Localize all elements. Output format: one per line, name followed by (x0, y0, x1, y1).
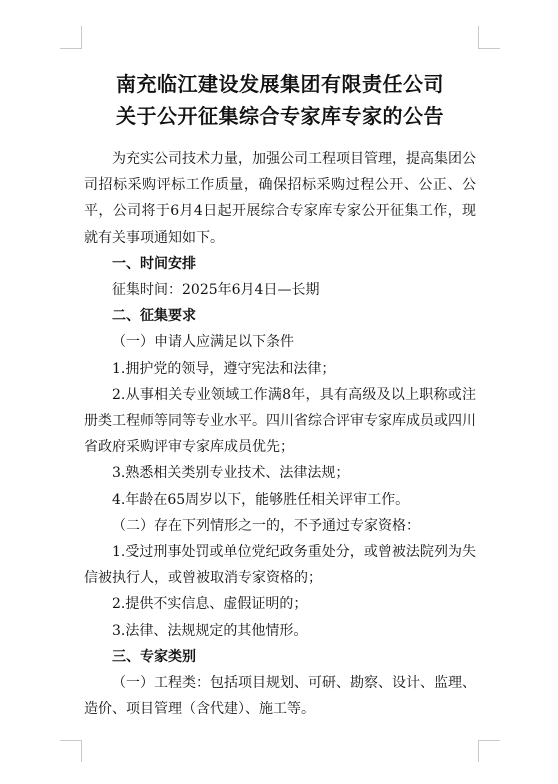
section-2-heading: 二、征集要求 (112, 308, 196, 325)
section-2-item-4: 4.年龄在65周岁以下，能够胜任相关评审工作。 (112, 491, 410, 508)
crop-mark (60, 48, 82, 49)
intro-paragraph: 为充实公司技术力量，加强公司工程项目管理，提高集团公司招标采购评标工作质量，确保招标采购过程公开、公正、公平，公司将于6月4日起开展综合专家库专家公开征集工作，现就有关事项通知如下。 (84, 151, 476, 246)
crop-mark (478, 48, 500, 49)
title-line-2: 关于公开征集综合专家库专家的公告 (116, 104, 444, 128)
document-title (84, 68, 476, 132)
section-2-b-item-1: 1.受过刑事处罚或单位党纪政务重处分，或曾被法院列为失信被执行人，或曾被取消专家资格的； (84, 544, 476, 587)
title-line-1: 南充临江建设发展集团有限责任公司 (116, 72, 444, 96)
crop-mark (478, 740, 479, 762)
section-2-subheading-2: （二）存在下列情形之一的，不予通过专家资格： (112, 517, 420, 534)
section-2-b-item-3: 3.法律、法规规定的其他情形。 (112, 622, 308, 639)
crop-mark (81, 26, 82, 48)
section-1-text: 征集时间：2025年6月4日—长期 (112, 282, 320, 299)
section-2-b-item-2: 2.提供不实信息、虚假证明的； (112, 596, 308, 613)
section-3-subheading-1: （一）工程类：包括项目规划、可研、勘察、设计、监理、造价、项目管理（含代建）、施工等。 (84, 675, 476, 718)
section-2-item-2: 2.从事相关专业领域工作满8年，具有高级及以上职称或注册类工程师等同等专业水平。四川省综合评审专家库成员或四川省政府采购评审专家库成员优先； (84, 386, 476, 456)
section-2-subheading-1: （一）申请人应满足以下条件 (112, 334, 294, 351)
section-2-item-3: 3.熟悉相关类别专业技术、法律法规； (112, 465, 350, 482)
crop-mark (81, 740, 82, 762)
crop-mark (60, 740, 82, 741)
section-3-heading: 三、专家类别 (112, 648, 196, 665)
crop-mark (478, 26, 479, 48)
crop-mark (478, 740, 500, 741)
section-2-item-1: 1.拥护党的领导，遵守宪法和法律； (112, 360, 336, 377)
section-1-heading: 一、时间安排 (112, 255, 196, 272)
document-body (84, 68, 476, 722)
